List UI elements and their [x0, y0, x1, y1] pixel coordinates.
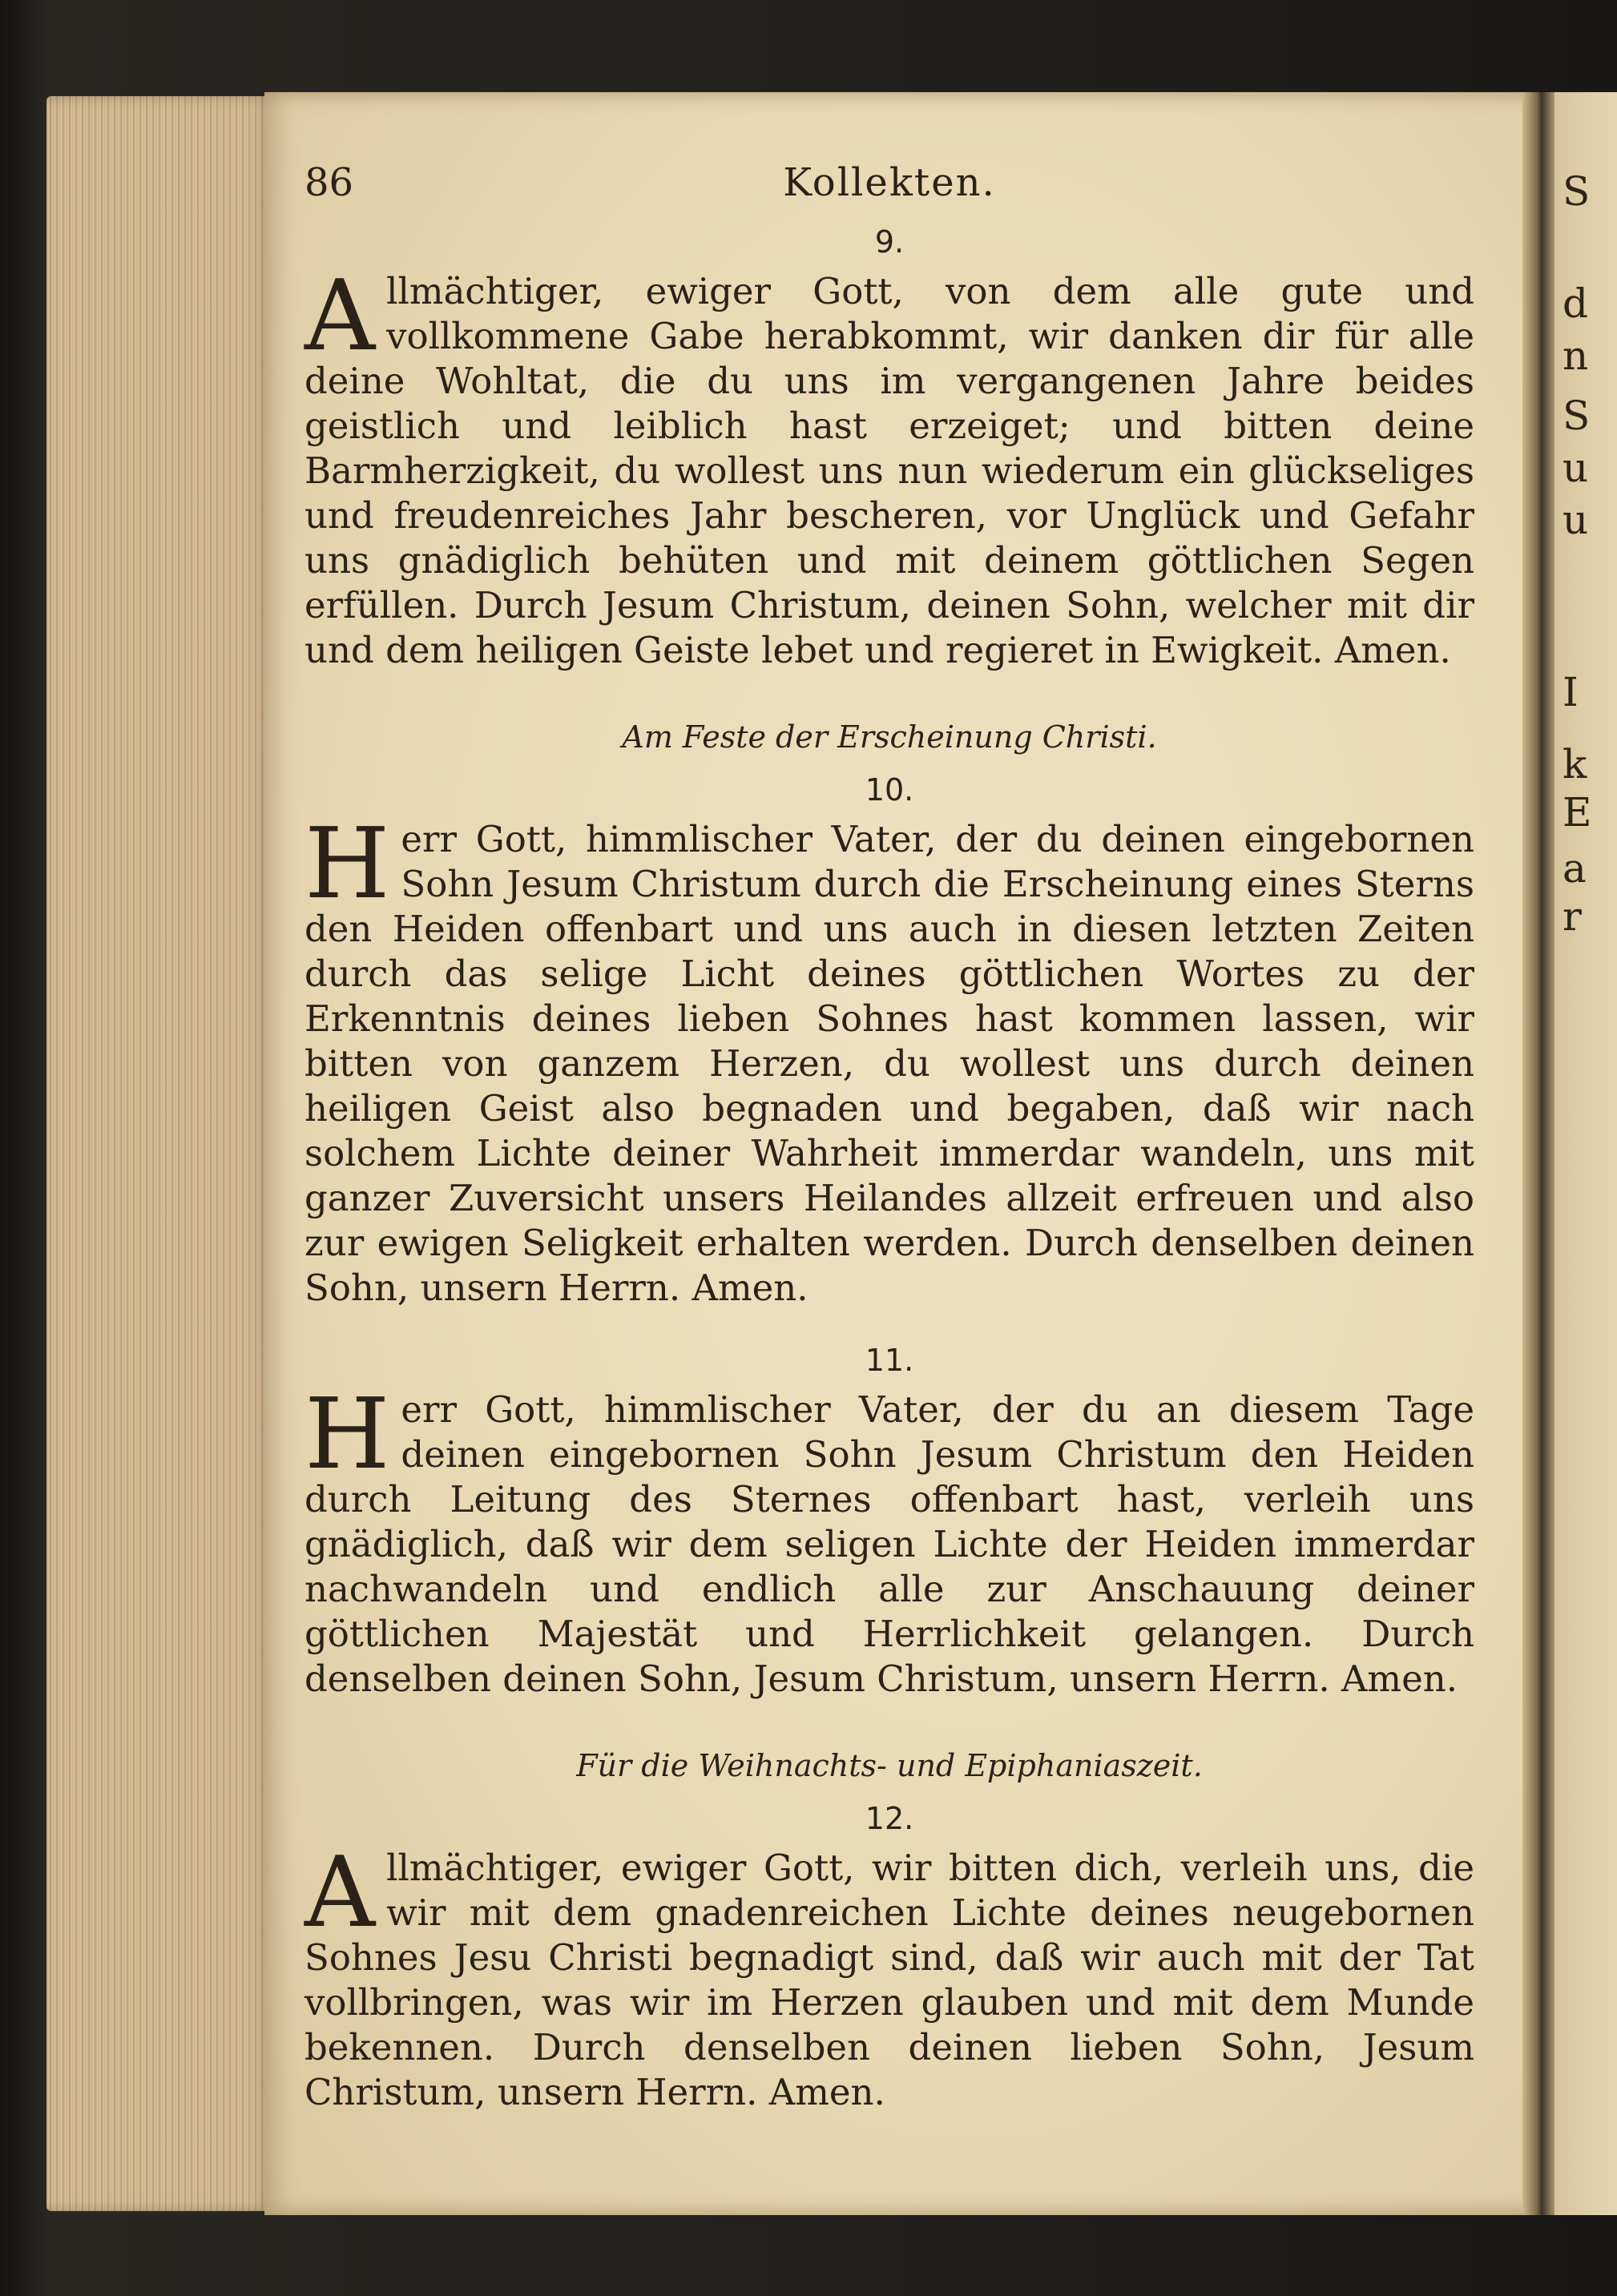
- drop-cap: H: [304, 807, 390, 920]
- prayer-body: err Gott, himmlischer Vater, der du an diesem Tage deinen eingebornen Sohn Jesum Christum den Heiden durch Leitung des Sternes offenbart hast, verleih uns gnädiglich, daß wir dem seligen Lichte der Heiden immerdar nachwandeln und endlich alle zur Anschauung deiner göttlichen Majestät und Herrlichkeit gelangen. Durch denselben deinen Sohn, Jesum Christum, unsern Herrn. Amen.: [304, 1388, 1474, 1700]
- prayer-text: [304, 807, 1474, 1311]
- prayer-text: [304, 1835, 1474, 2115]
- prayer-body: llmächtiger, ewiger Gott, wir bitten dich, verleih uns, die wir mit dem gnadenreichen Lichte deines neugebornen Sohnes Jesu Christi begnadigt sind, daß wir auch mit der Tat vollbringen, was wir im Herzen glauben und mit dem Munde bekennen. Durch denselben deinen lieben Sohn, Jesum Christum, unsern Herrn. Amen.: [304, 1847, 1474, 2113]
- prayer-text: [304, 259, 1474, 673]
- prayer-number: 9.: [874, 224, 905, 260]
- prayer-body: llmächtiger, ewiger Gott, von dem alle gute und vollkommene Gabe herabkommt, wir danken dir für alle deine Wohltat, die du uns im vergangenen Jahre beides geistlich und leiblich hast erzeiget; und bitten deine Barmherzigkeit, du wollest uns nun wiederum ein glückseliges und freudenreiches Jahr bescheren, vor Unglück und Gefahr uns gnädiglich behüten und mit deinem göttlichen Segen erfüllen. Durch Jesum Christum, deinen Sohn, welcher mit dir und dem heiligen Geiste lebet und regieret in Ewigkeit. Amen.: [304, 270, 1474, 671]
- next-page-edge: [1554, 92, 1617, 2215]
- page-content: [304, 160, 1474, 2147]
- page-stack-edge: [46, 96, 271, 2211]
- prayer-number: 12.: [865, 1801, 914, 1836]
- page-title: Kollekten.: [783, 160, 996, 205]
- section-heading: Für die Weihnachts- und Epiphaniaszeit.: [576, 1748, 1203, 1783]
- drop-cap: A: [304, 1835, 376, 1949]
- next-page-fragment: k: [1563, 741, 1587, 787]
- running-head: [304, 160, 1474, 224]
- next-page-fragment: S: [1563, 393, 1591, 439]
- drop-cap: A: [304, 259, 376, 373]
- next-page-fragment: n: [1563, 332, 1589, 379]
- prayer-number: 11.: [865, 1343, 914, 1378]
- next-page-fragment: S: [1563, 168, 1591, 215]
- book-gutter: [1522, 92, 1554, 2215]
- prayer-body: err Gott, himmlischer Vater, der du deinen eingebornen Sohn Jesum Christum durch die Erscheinung eines Sterns den Heiden offenbart und uns auch in diesen letzten Zeiten durch das selige Licht deines göttlichen Wortes zu der Erkenntnis deines lieben Sohnes hast kommen lassen, wir bitten von ganzem Herzen, du wollest uns durch deinen heiligen Geist also begnaden und begaben, daß wir nach solchem Lichte deiner Wahrheit immerdar wandeln, uns mit ganzer Zuversicht unsers Heilandes allzeit erfreuen und also zur ewigen Seligkeit erhalten werden. Durch denselben deinen Sohn, unsern Herrn. Amen.: [304, 818, 1474, 1309]
- next-page-fragment: a: [1563, 845, 1587, 892]
- next-page-fragment: u: [1563, 497, 1589, 543]
- drop-cap: H: [304, 1377, 390, 1491]
- next-page-fragment: I: [1563, 669, 1579, 715]
- next-page-fragment: r: [1563, 893, 1582, 940]
- section-heading: Am Feste der Erscheinung Christi.: [622, 719, 1157, 755]
- next-page-fragment: u: [1563, 445, 1589, 491]
- page-number: 86: [304, 160, 354, 205]
- next-page-fragment: E: [1563, 789, 1592, 836]
- prayer-text: [304, 1377, 1474, 1702]
- prayer-number: 10.: [865, 772, 914, 808]
- next-page-fragment: d: [1563, 280, 1589, 327]
